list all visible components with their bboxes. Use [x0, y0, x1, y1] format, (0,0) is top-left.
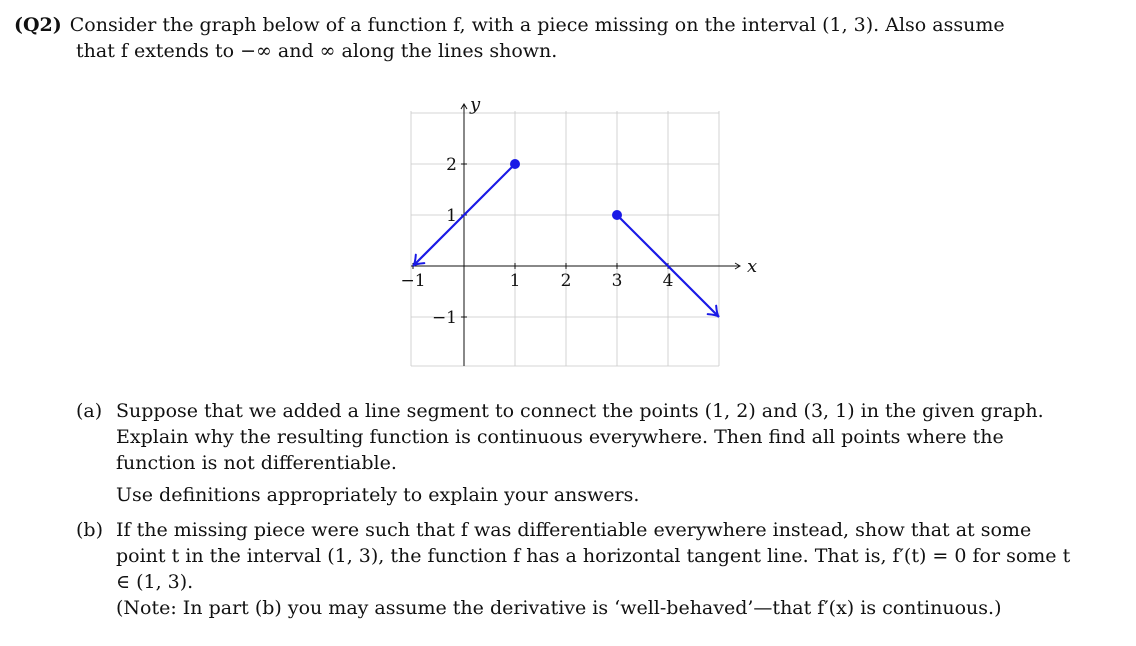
y-axis-label: y: [470, 94, 481, 115]
part-b-label: (b): [76, 519, 103, 541]
function-graph: [396, 94, 758, 372]
y-tick-label: 2: [446, 155, 457, 175]
part-a-text: Suppose that we added a line segment to connect the points (1, 2) and (3, 1) in the given graph. Explain why the resulting function is continuous everywhere. Then find all points where the function is not differentiable.: [116, 400, 1044, 474]
part-a-instruction: Use definitions appropriately to explain your answers.: [116, 484, 640, 506]
x-axis-label: x: [747, 256, 758, 277]
series-endpoint-dot-1: [510, 159, 520, 169]
part-b-note: (Note: In part (b) you may assume the derivative is ‘well-behaved’—that f′(x) is continuous.): [116, 597, 1002, 619]
grid: [411, 111, 719, 366]
axes: [411, 94, 757, 366]
question-intro-line1: Consider the graph below of a function f, with a piece missing on the interval (1, 3). Also assume: [69, 14, 1005, 36]
x-tick-label: 4: [662, 271, 674, 291]
question-number: (Q2): [14, 14, 62, 36]
y-tick-label: 1: [446, 206, 457, 226]
question-intro-line2: that f extends to −∞ and ∞ along the lines shown.: [76, 40, 558, 62]
x-tick-label: 3: [611, 271, 623, 291]
part-a: [76, 398, 1076, 508]
y-tick-label: −1: [431, 308, 457, 328]
x-tick-label: 2: [560, 271, 572, 291]
question-header: [14, 12, 1094, 64]
x-tick-label: −1: [400, 271, 426, 291]
series-endpoint-dot-2: [612, 210, 622, 220]
tick-labels: [400, 155, 673, 328]
part-a-label: (a): [76, 400, 103, 422]
x-tick-label: 1: [509, 271, 521, 291]
part-b-text: If the missing piece were such that f was differentiable everywhere instead, show that at some point t in the interval (1, 3), the function f has a horizontal tangent line. That is, f′(t) = 0 for some t ∈ (1, 3).: [116, 519, 1071, 593]
part-b: [76, 517, 1076, 621]
